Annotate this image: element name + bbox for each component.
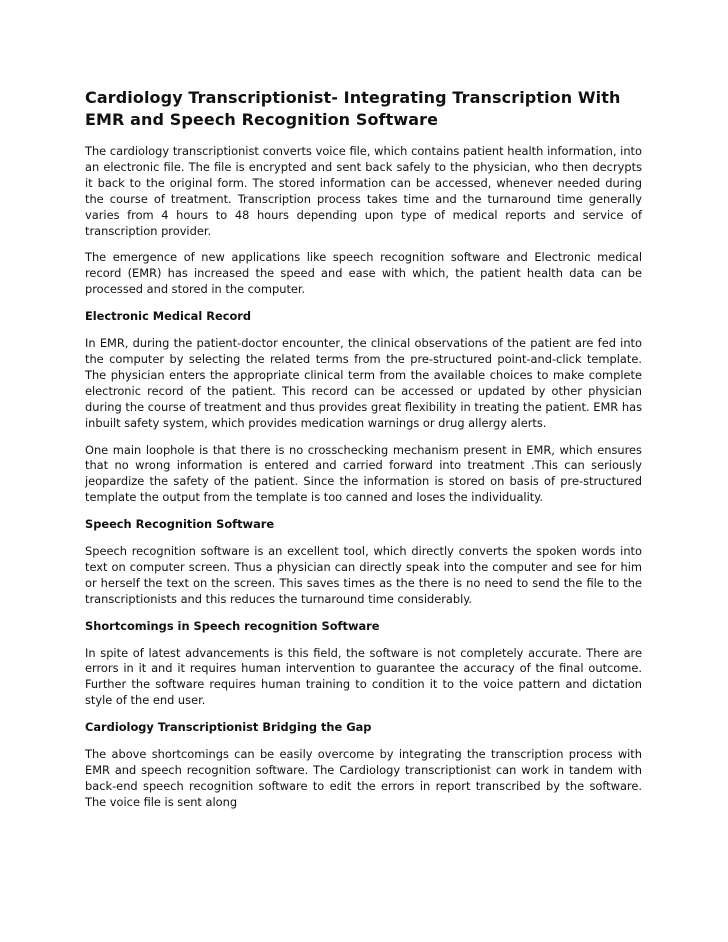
document-title: Cardiology Transcriptionist- Integrating Transcription With EMR and Speech Recognition Software: [85, 88, 621, 129]
paragraph-emr-loophole: One main loophole is that there is no crosschecking mechanism present in EMR, which ensures that no wrong information is entered and carried forward into treatment .This can seriously jeopardize the safety of the patient. Since the information is stored on basis of pre-structured template the output from the template is too canned and loses the individuality.: [85, 442, 642, 505]
heading-shortcomings: Shortcomings in Speech recognition Software: [85, 618, 380, 633]
paragraph-intro: The cardiology transcriptionist converts voice file, which contains patient health information, into an electronic file. The file is encrypted and sent back safely to the physician, who then decrypts it back to the original form. The stored information can be accessed, whenever needed during the course of treatment. Transcription process takes time and the turnaround time generally varies from 4 hours to 48 hours depending upon type of medical reports and service of transcription provider.: [85, 144, 642, 238]
paragraph-emergence: The emergence of new applications like speech recognition software and Electronic medical record (EMR) has increased the speed and ease with which, the patient health data can be processed and stored in the computer.: [85, 250, 642, 297]
paragraph-bridging-gap: The above shortcomings can be easily overcome by integrating the transcription process with EMR and speech recognition software. The Cardiology transcriptionist can work in tandem with back-end speech recognition software to edit the errors in report transcribed by the software. The voice file is sent along: [85, 747, 642, 809]
paragraph-emr-description: In EMR, during the patient-doctor encounter, the clinical observations of the patient are fed into the computer by selecting the related terms from the pre-structured point-and-click template. The physician enters the appropriate clinical term from the available choices to make complete electronic record of the patient. This record can be accessed or updated by other physician during the course of treatment and thus provides great flexibility in treating the patient. EMR has inbuilt safety system, which provides medication warnings or drug allergy alerts.: [85, 336, 642, 430]
paragraph-speech-recognition: Speech recognition software is an excellent tool, which directly converts the spoken words into text on computer screen. Thus a physician can directly speak into the computer and see for him or herself the text on the screen. This saves times as the there is no need to send the file to the transcriptionists and this reduces the turnaround time considerably.: [85, 544, 642, 606]
paragraph-shortcomings: In spite of latest advancements is this field, the software is not completely accurate. There are errors in it and it requires human intervention to guarantee the accuracy of the final outcome. Further the software requires human training to condition it to the voice pattern and dictation style of the end user.: [85, 645, 642, 708]
document-page: [85, 87, 642, 822]
heading-bridging-gap: Cardiology Transcriptionist Bridging the Gap: [85, 720, 372, 735]
heading-speech-recognition: Speech Recognition Software: [85, 517, 275, 532]
heading-emr: Electronic Medical Record: [85, 309, 252, 324]
